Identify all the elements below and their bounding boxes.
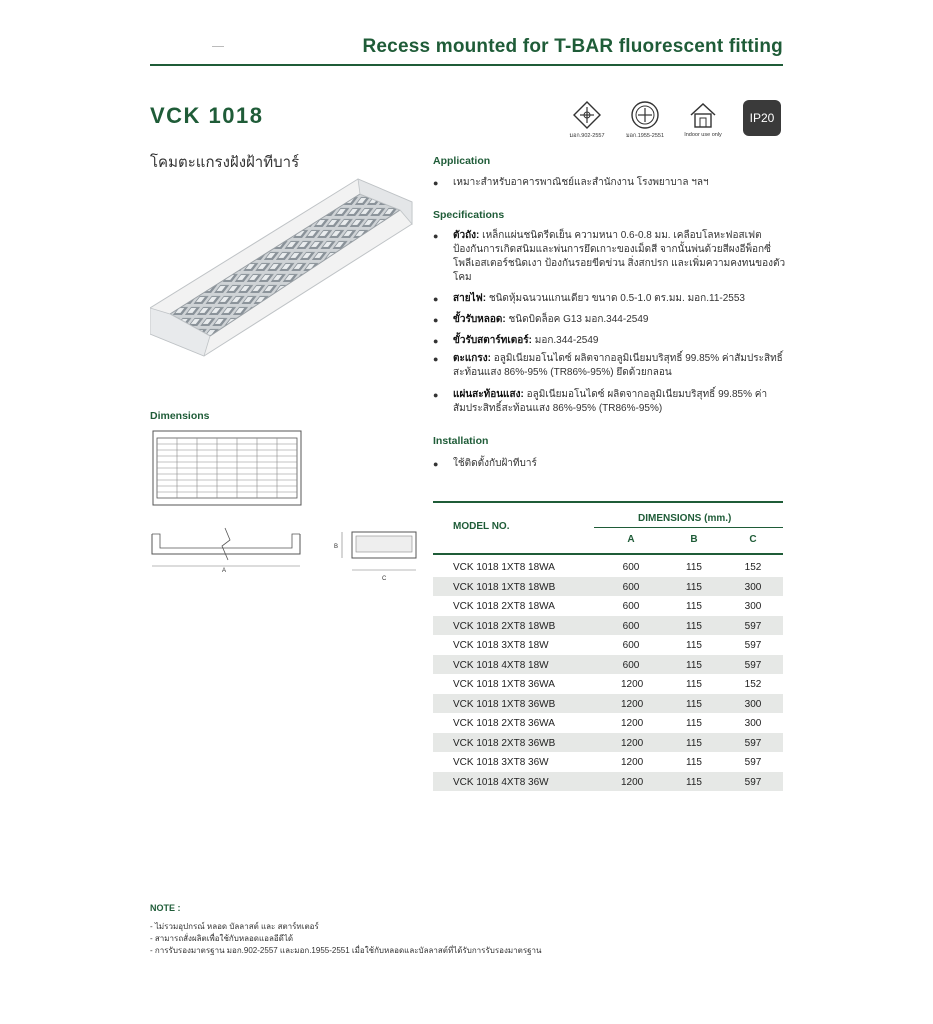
- cert-caption: มอก.902-2557: [569, 133, 605, 139]
- table-row: [433, 752, 783, 772]
- cell-a: 600: [622, 601, 640, 612]
- cell-model: VCK 1018 3XT8 36W: [453, 757, 549, 768]
- table-row: [433, 772, 783, 792]
- bullet-icon: ●: [433, 459, 439, 469]
- table-header-rule: [433, 553, 783, 555]
- tisi-safety-icon: [630, 100, 660, 130]
- dimension-c-label: C: [382, 576, 387, 582]
- cell-b: 115: [686, 659, 702, 671]
- spec-item-wire: [433, 292, 793, 306]
- tisi-standard-icon: [572, 100, 602, 130]
- spec-text: มอก.344-2549: [534, 335, 599, 346]
- cell-a: 600: [622, 581, 640, 593]
- table-row: [433, 616, 783, 636]
- cell-b: 115: [686, 640, 702, 651]
- cell-c: 152: [744, 679, 762, 690]
- note-item: - สามารถสั่งผลิตเพื่อใช้กับหลอดแอลอีดีได้: [150, 934, 294, 943]
- spec-text: เหล็กแผ่นชนิดรีดเย็น ความหนา 0.6-0.8 มม. เคลือบโลหะฟอสเฟต ป้องกันการเกิดสนิมและพ่นการยึดเกาะของเม็ดสี จากนั้นพ่นด้วยสีผงอีพ็อกซี่โพลีเอสเตอร์ชนิดเงา ป้องกันรอยขีดข่วน สิ่งสกปรก และเพิ่มความคงทนของตัวโคม: [453, 230, 786, 283]
- installation-heading: Installation: [433, 435, 489, 447]
- table-row: [433, 596, 783, 616]
- side-view-drawing: [150, 524, 305, 576]
- spec-label: ตัวถัง:: [453, 230, 480, 241]
- cell-model: VCK 1018 2XT8 18WB: [453, 620, 556, 632]
- cell-model: VCK 1018 1XT8 36WB: [453, 698, 556, 710]
- cell-a: 600: [622, 640, 640, 651]
- installation-item: ● ใช้ติดตั้งกับฝ้าทีบาร์: [433, 458, 537, 469]
- cert-caption: มอก.1955-2551: [625, 133, 665, 139]
- cell-model: VCK 1018 1XT8 18WB: [453, 581, 556, 593]
- table-row: [433, 733, 783, 753]
- indoor-use-icon: [688, 100, 718, 130]
- cell-b: 115: [686, 679, 702, 690]
- bullet-icon: ●: [433, 390, 439, 400]
- cell-c: 597: [744, 757, 762, 768]
- cell-a: 600: [622, 562, 640, 573]
- spec-text: ชนิดบิดล็อค G13 มอก.344-2549: [508, 314, 649, 325]
- cell-b: 115: [686, 776, 702, 788]
- bullet-icon: ●: [433, 315, 439, 325]
- spec-item-lampholder: [433, 313, 793, 327]
- spec-text: อลูมิเนียมอโนไดซ์ ผลิตจากอลูมิเนียมบริสุทธิ์ 99.85% ค่าสัมประสิทธิ์สะท้อนแสง 86%-95% (TR86%-95%): [453, 389, 768, 414]
- note-item: - ไม่รวมอุปกรณ์ หลอด บัลลาสต์ และ สตาร์ทเตอร์: [150, 922, 319, 931]
- spec-text: อลูมิเนียมอโนไดซ์ ผลิตจากอลูมิเนียมบริสุทธิ์ 99.85% ค่าสัมประสิทธิ์สะท้อนแสง 86%-95% (TR86%-95%) ยึดด้วยกลอน: [453, 353, 783, 378]
- header-divider: [150, 64, 783, 66]
- table-top-rule: [433, 501, 783, 503]
- cell-model: VCK 1018 1XT8 36WA: [453, 679, 555, 690]
- table-header-c: C: [749, 534, 757, 545]
- spec-text: ชนิดหุ้มฉนวนแกนเดียว ขนาด 0.5-1.0 ตร.มม. มอก.11-2553: [488, 293, 745, 304]
- cell-a: 600: [622, 659, 640, 671]
- note-item: - การรับรองมาตรฐาน มอก.902-2557 และมอก.1955-2551 เมื่อใช้กับหลอดและบัลลาสต์ที่ได้รับการรับรองมาตรฐาน: [150, 946, 542, 955]
- table-row: [433, 674, 783, 694]
- end-view-drawing: [330, 528, 420, 588]
- cell-a: 1200: [621, 737, 644, 749]
- cell-a: 1200: [621, 757, 644, 768]
- cell-b: 115: [686, 737, 702, 749]
- application-item: ● เหมาะสำหรับอาคารพาณิชย์และสำนักงาน โรงพยาบาล ฯลฯ: [433, 177, 709, 188]
- cert-caption: Indoor use only: [684, 132, 722, 138]
- cell-c: 597: [744, 659, 762, 671]
- cell-a: 1200: [621, 776, 644, 788]
- dimensions-heading: Dimensions: [150, 410, 210, 422]
- table-row: [433, 577, 783, 597]
- cell-c: 152: [744, 562, 762, 573]
- product-thai-name: โคมตะแกรงฝังฝ้าทีบาร์: [150, 154, 300, 171]
- model-code: VCK 1018: [150, 103, 264, 128]
- cell-a: 1200: [621, 698, 644, 710]
- ip-rating-badge: IP20: [743, 100, 781, 136]
- table-row: [433, 713, 783, 733]
- bullet-icon: ●: [433, 354, 439, 364]
- header-decoration: [212, 46, 224, 47]
- cert-tisi-safety: [622, 100, 668, 140]
- cert-indoor-use: [680, 100, 726, 138]
- table-header-b: B: [690, 534, 698, 545]
- spec-label: ขั้วรับหลอด:: [453, 314, 506, 325]
- cell-c: 300: [744, 718, 762, 729]
- cell-c: 597: [744, 776, 762, 788]
- cell-b: 115: [686, 757, 702, 768]
- spec-item-starter-holder: [433, 334, 793, 348]
- bullet-icon: ●: [433, 231, 439, 241]
- spec-label: ตะแกรง:: [453, 353, 491, 364]
- table-row: [433, 694, 783, 714]
- cell-c: 300: [744, 601, 762, 612]
- cert-tisi-standard: [564, 100, 610, 140]
- dimension-b-label: B: [334, 544, 339, 550]
- table-dimensions-rule: [594, 527, 783, 528]
- cell-b: 115: [686, 581, 702, 593]
- cell-c: 300: [744, 698, 762, 710]
- cell-model: VCK 1018 4XT8 36W: [453, 776, 549, 788]
- cell-b: 115: [686, 620, 702, 632]
- spec-item-reflector: [433, 388, 793, 418]
- top-view-drawing: [152, 430, 302, 506]
- bullet-icon: ●: [433, 294, 439, 304]
- cell-a: 600: [622, 620, 640, 632]
- fixture-illustration: [150, 174, 420, 360]
- cell-model: VCK 1018 2XT8 36WB: [453, 737, 556, 749]
- bullet-icon: ●: [433, 178, 439, 188]
- cell-c: 597: [744, 620, 762, 632]
- cell-a: 1200: [621, 718, 644, 729]
- cell-c: 300: [744, 581, 762, 593]
- cell-c: 597: [744, 640, 762, 651]
- notes-heading: NOTE :: [150, 903, 181, 913]
- bullet-icon: ●: [433, 336, 439, 346]
- table-row: [433, 655, 783, 675]
- cell-model: VCK 1018 2XT8 18WA: [453, 601, 555, 612]
- cell-model: VCK 1018 2XT8 36WA: [453, 718, 555, 729]
- cell-b: 115: [686, 718, 702, 729]
- table-row: [433, 557, 783, 577]
- cell-b: 115: [686, 698, 702, 710]
- application-heading: Application: [433, 155, 491, 167]
- cell-model: VCK 1018 3XT8 18W: [453, 640, 549, 651]
- table-header-a: A: [627, 534, 635, 545]
- table-row: [433, 635, 783, 655]
- specifications-heading: Specifications: [433, 209, 505, 221]
- cell-b: 115: [686, 601, 702, 612]
- spec-item-body: [433, 229, 793, 287]
- cell-b: 115: [686, 562, 702, 573]
- cell-c: 597: [744, 737, 762, 749]
- spec-label: แผ่นสะท้อนแสง:: [453, 389, 524, 400]
- cell-model: VCK 1018 4XT8 18W: [453, 659, 549, 671]
- cell-model: VCK 1018 1XT8 18WA: [453, 562, 555, 573]
- spec-item-louver: [433, 352, 793, 382]
- cell-a: 1200: [621, 679, 644, 690]
- table-header-dimensions: DIMENSIONS (mm.): [638, 513, 732, 524]
- page-title: Recess mounted for T-BAR fluorescent fitting: [362, 36, 783, 57]
- spec-label: ขั้วรับสตาร์ทเตอร์:: [453, 335, 532, 346]
- table-header-model: MODEL NO.: [453, 521, 510, 532]
- spec-label: สายไฟ:: [453, 293, 487, 304]
- dimension-a-label: A: [222, 568, 227, 574]
